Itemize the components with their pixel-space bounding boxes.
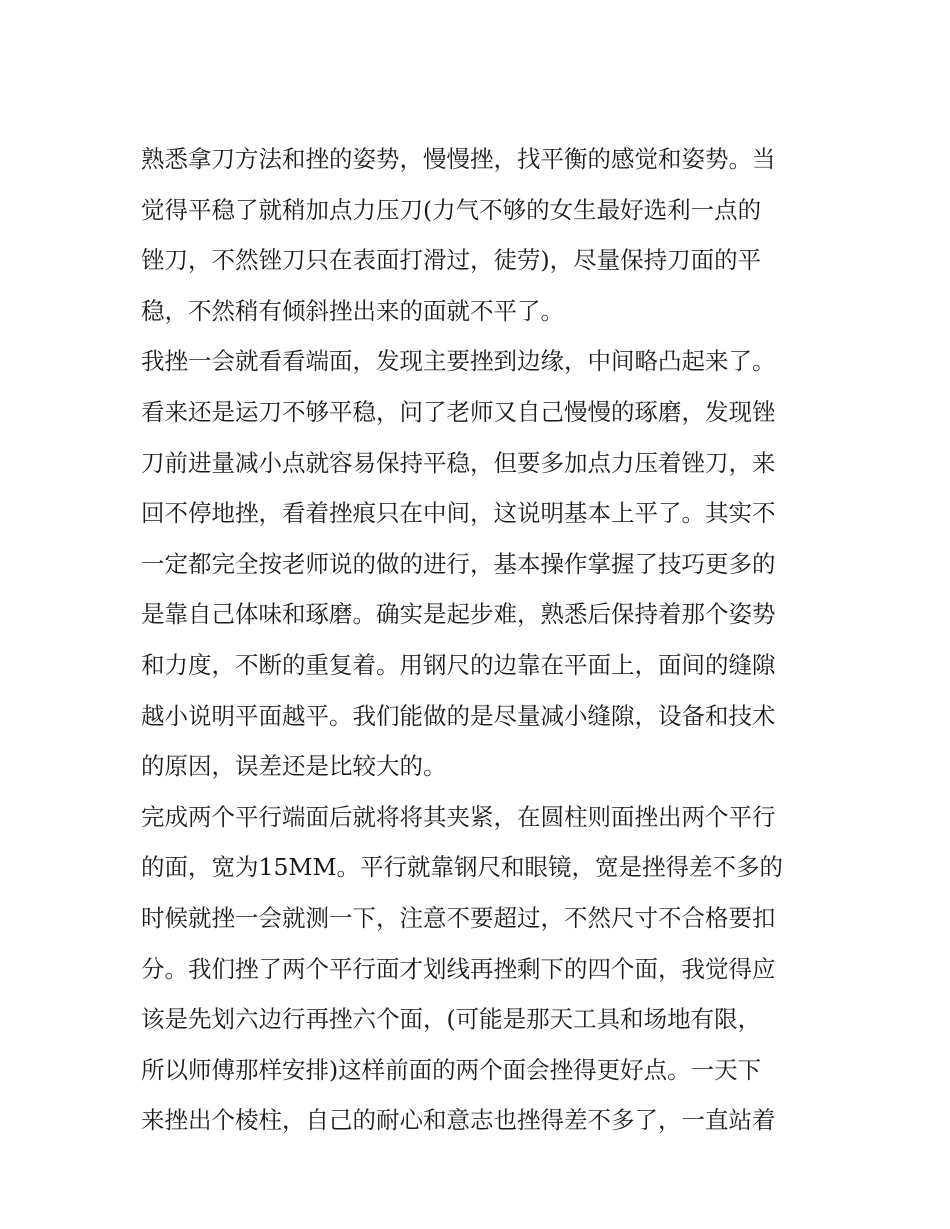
text-line: 觉得平稳了就稍加点力压刀(力气不够的女生最好选利一点的 [141, 195, 762, 224]
text-line: 回不停地挫，看着挫痕只在中间，这说明基本上平了。其实不 [141, 499, 776, 528]
text-line: 熟悉拿刀方法和挫的姿势，慢慢挫，找平衡的感觉和姿势。当 [141, 145, 776, 173]
text-line: 分。我们挫了两个平行面才划线再挫剩下的四个面，我觉得应 [141, 954, 776, 983]
text-line: 完成两个平行端面后就将将其夹紧，在圆柱则面挫出两个平行 [141, 802, 776, 831]
text-line: 所以师傅那样安排)这样前面的两个面会挫得更好点。一天下 [141, 1055, 762, 1084]
text-line: 该是先划六边行再挫六个面，(可能是那天工具和场地有限， [141, 1005, 762, 1034]
text-line: 时候就挫一会就测一下，注意不要超过，不然尺寸不合格要扣 [141, 903, 776, 932]
text-line: 我挫一会就看看端面，发现主要挫到边缘，中间略凸起来了。 [141, 347, 776, 376]
text-line: 越小说明平面越平。我们能做的是尽量减小缝隙，设备和技术 [141, 701, 776, 730]
text-line: 稳，不然稍有倾斜挫出来的面就不平了。 [141, 296, 564, 325]
text-line: 一定都完全按老师说的做的进行，基本操作掌握了技巧更多的 [141, 549, 776, 578]
text-line: 和力度，不断的重复着。用钢尺的边靠在平面上，面间的缝隙 [141, 650, 776, 679]
text-line: 看来还是运刀不够平稳，问了老师又自己慢慢的琢磨，发现锉 [141, 397, 776, 426]
text-line: 来挫出个棱柱，自己的耐心和意志也挫得差不多了，一直站着 [141, 1106, 776, 1135]
text-line: 的原因，误差还是比较大的。 [141, 752, 447, 781]
text-line: 是靠自己体味和琢磨。确实是起步难，熟悉后保持着那个姿势 [141, 600, 776, 629]
text-line: 的面，宽为15MM。平行就靠钢尺和眼镜，宽是挫得差不多的 [141, 853, 784, 882]
text-line: 刀前进量减小点就容易保持平稳，但要多加点力压着锉刀，来 [141, 448, 776, 477]
body-text [141, 134, 821, 1146]
text-line: 锉刀，不然锉刀只在表面打滑过，徒劳)，尽量保持刀面的平 [141, 246, 762, 275]
